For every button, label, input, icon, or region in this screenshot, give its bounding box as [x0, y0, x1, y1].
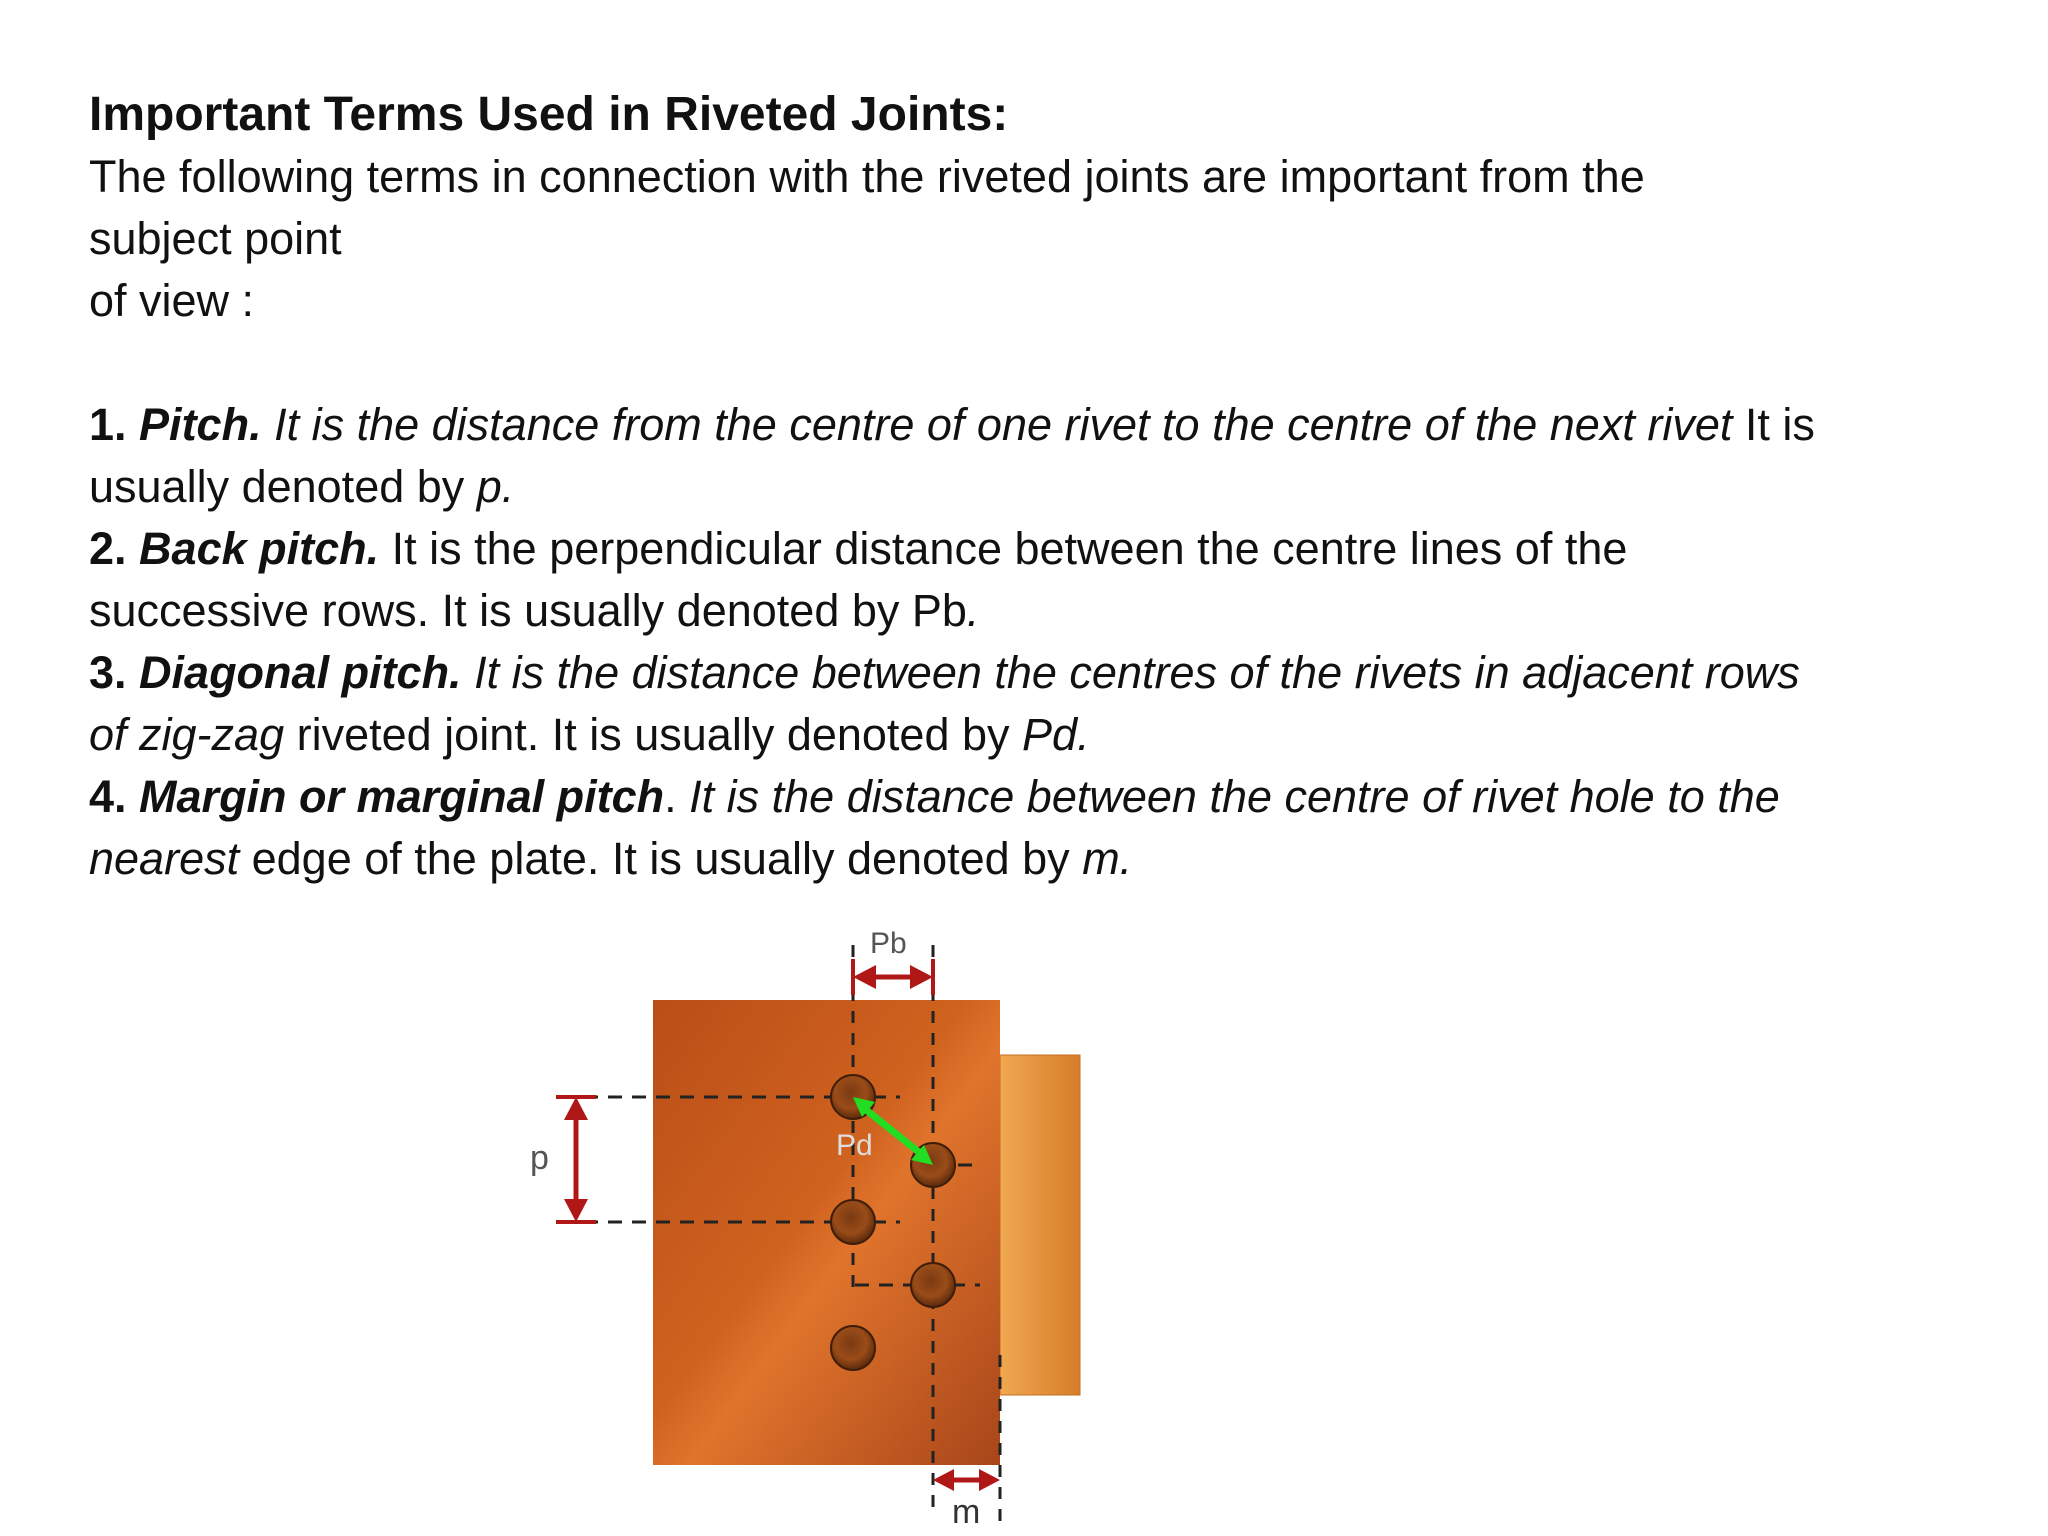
back-pitch-arrowhead-right	[910, 965, 933, 989]
term-diagonal-pitch-line-1	[89, 642, 1969, 704]
intro-line-1: The following terms in connection with the riveted joints are important from the	[89, 151, 1645, 202]
term-definition: riveted joint. It is usually denoted by	[284, 709, 1023, 760]
front-plate	[653, 1000, 1000, 1465]
intro-line-2: subject point	[89, 213, 342, 264]
intro-paragraph	[89, 146, 1969, 332]
term-list	[89, 394, 1969, 890]
term-definition: It is the distance from the centre of one rivet to the centre of the next rivet	[274, 399, 1733, 450]
term-symbol: Pd.	[1022, 709, 1090, 760]
label-pb: Pb	[870, 927, 907, 960]
term-pitch-line-1	[89, 394, 1969, 456]
label-p: p	[530, 1139, 549, 1177]
term-symbol: p.	[476, 461, 515, 512]
page-title: Important Terms Used in Riveted Joints:	[89, 88, 1009, 141]
back-pitch-arrowhead-left	[853, 965, 876, 989]
back-plate	[1000, 1055, 1080, 1395]
rivet	[831, 1200, 875, 1244]
term-definition: successive rows. It is usually denoted by Pb	[89, 585, 967, 636]
intro-line-3: of view :	[89, 275, 255, 326]
term-symbol: m.	[1082, 833, 1133, 884]
term-punctuation: .	[664, 771, 677, 822]
term-number: 1.	[89, 399, 127, 450]
term-definition: It is the distance between the centre of rivet hole to the	[676, 771, 1780, 822]
term-definition: edge of the plate. It is usually denoted by	[239, 833, 1083, 884]
pitch-arrowhead-bottom	[564, 1199, 588, 1222]
rivet	[831, 1326, 875, 1370]
term-number: 4.	[89, 771, 127, 822]
term-definition: usually denoted by	[89, 461, 477, 512]
margin-arrowhead-left	[933, 1469, 954, 1491]
term-definition: It is the distance between the centres of the rivets in adjacent rows	[461, 647, 1800, 698]
term-number: 3.	[89, 647, 127, 698]
pitch-arrowhead-top	[564, 1097, 588, 1120]
term-pitch-line-2	[89, 456, 1969, 518]
document-body	[89, 84, 1969, 890]
term-margin-line-2	[89, 828, 1969, 890]
term-diagonal-pitch-line-2	[89, 704, 1969, 766]
rivet	[911, 1263, 955, 1307]
paragraph-spacer	[89, 332, 1969, 394]
term-back-pitch-line-1	[89, 518, 1969, 580]
term-name: Margin or marginal pitch	[139, 771, 665, 822]
term-name: Pitch.	[139, 399, 262, 450]
label-m: m	[952, 1493, 981, 1531]
term-back-pitch-line-2	[89, 580, 1969, 642]
term-name: Diagonal pitch.	[139, 647, 462, 698]
margin-arrowhead-right	[979, 1469, 1000, 1491]
term-definition: of zig-zag	[89, 709, 285, 760]
term-definition: nearest	[89, 833, 240, 884]
term-definition: It is the perpendicular distance between the centre lines of the	[379, 523, 1628, 574]
term-symbol: .	[966, 585, 980, 636]
term-margin-line-1	[89, 766, 1969, 828]
term-name: Back pitch.	[139, 523, 380, 574]
label-pd: Pd	[836, 1129, 873, 1162]
term-number: 2.	[89, 523, 127, 574]
term-definition: It is	[1732, 399, 1815, 450]
riveted-joint-diagram	[520, 915, 1120, 1536]
